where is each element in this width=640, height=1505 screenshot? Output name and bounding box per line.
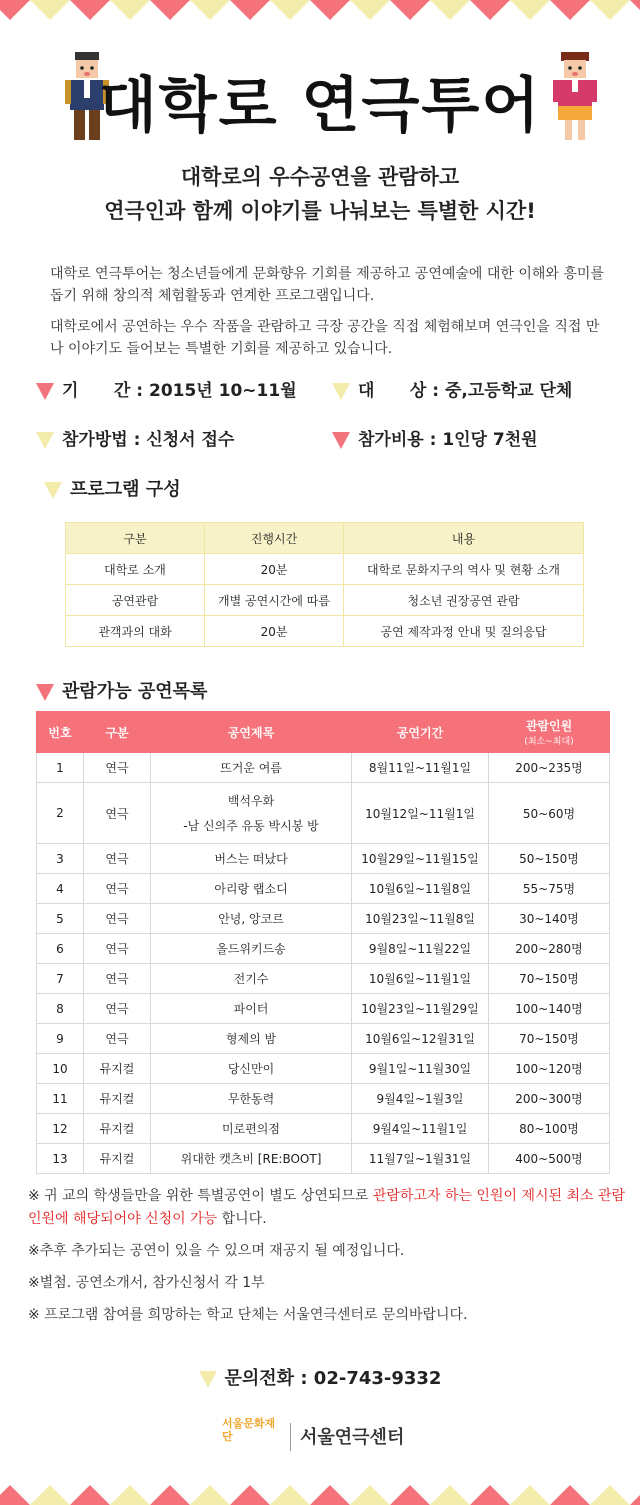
info-method [36, 425, 234, 450]
program-cell: 20분 [205, 554, 344, 585]
show-audience: 200~235명 [489, 753, 610, 783]
show-audience: 200~300명 [489, 1084, 610, 1114]
show-title: 위대한 캣츠비 [RE:BOOT] [151, 1144, 352, 1174]
zigzag-triangle [190, 0, 230, 20]
zigzag-triangle [270, 0, 310, 20]
seoul-theater-center-logo [222, 1417, 422, 1457]
subtitle [0, 160, 640, 228]
program-cell: 공연 제작과정 안내 및 질의응답 [344, 616, 584, 647]
zigzag-triangle [30, 0, 70, 20]
zigzag-triangle [310, 1485, 350, 1505]
shows-col-number: 번호 [37, 712, 84, 753]
show-row [37, 964, 610, 994]
zigzag-triangle [70, 1485, 110, 1505]
show-category: 연극 [84, 1024, 151, 1054]
program-heading-text: 프로그램 구성 [70, 479, 181, 500]
show-title: 당신만이 [151, 1054, 352, 1084]
show-title: 아리랑 랩소디 [151, 874, 352, 904]
shows-col-category: 구분 [84, 712, 151, 753]
info-period [36, 376, 297, 401]
zigzag-triangle [510, 0, 550, 20]
bottom-zigzag-border [0, 1483, 640, 1505]
zigzag-triangle [0, 0, 30, 20]
pink-triangle-icon [36, 684, 54, 701]
show-title: 파이터 [151, 994, 352, 1024]
show-audience: 70~150명 [489, 964, 610, 994]
show-category: 연극 [84, 874, 151, 904]
show-title: 안녕, 앙코르 [151, 904, 352, 934]
show-title: 형제의 밤 [151, 1024, 352, 1054]
page-title: 대학로 연극투어 [98, 71, 542, 141]
top-zigzag-border [0, 0, 640, 22]
show-period: 9월4일~1월3일 [352, 1084, 489, 1114]
program-col-time: 진행시간 [205, 523, 344, 554]
pink-triangle-icon [36, 383, 54, 400]
logo-divider [290, 1423, 291, 1451]
program-cell: 관객과의 대화 [66, 616, 205, 647]
program-table [65, 522, 584, 647]
show-number: 3 [37, 844, 84, 874]
zigzag-triangle [470, 0, 510, 20]
program-header-row [66, 523, 584, 554]
zigzag-triangle [230, 1485, 270, 1505]
show-row [37, 874, 610, 904]
note-2: ※추후 추가되는 공연이 있을 수 있으며 재공지 될 예정입니다. [28, 1243, 405, 1259]
info-method-text: 참가방법 : 신청서 접수 [62, 430, 235, 450]
show-row [37, 904, 610, 934]
show-category: 연극 [84, 783, 151, 844]
info-target-text: 대 상 : 중,고등학교 단체 [358, 381, 573, 401]
zigzag-triangle [390, 1485, 430, 1505]
show-category: 연극 [84, 904, 151, 934]
zigzag-triangle [430, 0, 470, 20]
show-row [37, 934, 610, 964]
show-title-main: 백석우화 [227, 794, 275, 808]
program-col-category: 구분 [66, 523, 205, 554]
note-1-text: ※ 귀 교의 학생들만을 위한 특별공연이 별도 상연되므로 [28, 1188, 373, 1204]
show-number: 11 [37, 1084, 84, 1114]
note-3: ※별첨. 공연소개서, 참가신청서 각 1부 [28, 1275, 265, 1291]
zigzag-triangle [310, 0, 350, 20]
info-fee [332, 425, 538, 450]
program-row [66, 585, 584, 616]
zigzag-triangle [350, 1485, 390, 1505]
show-row [37, 1024, 610, 1054]
show-audience: 55~75명 [489, 874, 610, 904]
show-period: 9월4일~11월1일 [352, 1114, 489, 1144]
zigzag-triangle [0, 1485, 30, 1505]
shows-col-period: 공연기간 [352, 712, 489, 753]
show-audience: 50~60명 [489, 783, 610, 844]
show-title: 뜨거운 여름 [151, 753, 352, 783]
show-period: 10월6일~11월1일 [352, 964, 489, 994]
show-row [37, 783, 610, 844]
yellow-triangle-icon [44, 482, 62, 499]
girl-character-icon [550, 50, 600, 145]
show-number: 9 [37, 1024, 84, 1054]
show-audience: 70~150명 [489, 1024, 610, 1054]
program-cell: 20분 [205, 616, 344, 647]
subtitle-line-1: 대학로의 우수공연을 관람하고 [180, 165, 460, 189]
show-period: 8월11일~11월1일 [352, 753, 489, 783]
shows-table [36, 711, 610, 1174]
program-row [66, 616, 584, 647]
zigzag-triangle [110, 0, 150, 20]
logo-text: 서울연극센터 [300, 1427, 405, 1448]
info-period-text: 기 간 : 2015년 10~11월 [62, 381, 297, 401]
yellow-triangle-icon [199, 1371, 217, 1388]
zigzag-triangle [150, 0, 190, 20]
show-number: 2 [37, 783, 84, 844]
show-category: 뮤지컬 [84, 1114, 151, 1144]
notes [28, 1185, 628, 1336]
zigzag-triangle [550, 0, 590, 20]
program-cell: 대학로 문화지구의 역사 및 현황 소개 [344, 554, 584, 585]
show-audience: 100~120명 [489, 1054, 610, 1084]
zigzag-triangle [590, 1485, 630, 1505]
zigzag-triangle [190, 1485, 230, 1505]
show-number: 4 [37, 874, 84, 904]
show-category: 뮤지컬 [84, 1054, 151, 1084]
show-row [37, 1114, 610, 1144]
show-period: 10월29일~11월15일 [352, 844, 489, 874]
zigzag-triangle [30, 1485, 70, 1505]
contact [0, 1364, 640, 1390]
shows-col-audience-label: 관람인원 [525, 719, 573, 733]
program-col-content: 내용 [344, 523, 584, 554]
show-title: 미로편의점 [151, 1114, 352, 1144]
program-cell: 청소년 권장공연 관람 [344, 585, 584, 616]
zigzag-triangle [550, 1485, 590, 1505]
show-category: 연극 [84, 964, 151, 994]
info-fee-text: 참가비용 : 1인당 7천원 [358, 430, 538, 450]
show-period: 11월7일~1월31일 [352, 1144, 489, 1174]
zigzag-triangle [630, 1485, 640, 1505]
program-cell: 개별 공연시간에 따름 [205, 585, 344, 616]
show-category: 뮤지컬 [84, 1084, 151, 1114]
program-cell: 대학로 소개 [66, 554, 205, 585]
show-number: 13 [37, 1144, 84, 1174]
zigzag-triangle [510, 1485, 550, 1505]
subtitle-line-2: 연극인과 함께 이야기를 나눠보는 특별한 시간! [104, 199, 536, 223]
show-category: 뮤지컬 [84, 1144, 151, 1174]
show-period: 10월6일~12월31일 [352, 1024, 489, 1054]
show-audience: 400~500명 [489, 1144, 610, 1174]
pink-triangle-icon [332, 432, 350, 449]
show-title: 올드위키드송 [151, 934, 352, 964]
show-period: 10월23일~11월29일 [352, 994, 489, 1024]
shows-col-audience-note: (최소~최대) [524, 737, 574, 747]
show-number: 12 [37, 1114, 84, 1144]
intro-paragraph-2: 대학로에서 공연하는 우수 작품을 관람하고 극장 공간을 직접 체험해보며 연극인을 직접 만나 이야기도 들어보는 특별한 기회를 제공하고 있습니다. [50, 319, 600, 357]
show-period: 10월6일~11월8일 [352, 874, 489, 904]
show-row [37, 844, 610, 874]
show-category: 연극 [84, 753, 151, 783]
zigzag-triangle [630, 0, 640, 20]
show-period: 10월23일~11월8일 [352, 904, 489, 934]
show-audience: 50~150명 [489, 844, 610, 874]
zigzag-triangle [230, 0, 270, 20]
show-row [37, 1144, 610, 1174]
shows-col-audience [489, 712, 610, 753]
note-1 [28, 1185, 628, 1231]
show-title-sub: -남 신의주 유동 박시봉 방 [183, 819, 319, 833]
shows-heading [36, 677, 207, 703]
show-row [37, 1054, 610, 1084]
show-audience: 200~280명 [489, 934, 610, 964]
show-title: 버스는 떠났다 [151, 844, 352, 874]
contact-text: 문의전화 : 02-743-9332 [224, 1368, 442, 1389]
seoul-foundation-logo-mark: 서울문화재단 [222, 1417, 276, 1443]
note-1-end: 합니다. [217, 1211, 267, 1227]
show-audience: 30~140명 [489, 904, 610, 934]
shows-col-title: 공연제목 [151, 712, 352, 753]
show-category: 연극 [84, 844, 151, 874]
show-number: 10 [37, 1054, 84, 1084]
shows-header-row [37, 712, 610, 753]
show-row [37, 753, 610, 783]
zigzag-triangle [150, 1485, 190, 1505]
show-category: 연극 [84, 994, 151, 1024]
show-title [151, 783, 352, 844]
show-number: 7 [37, 964, 84, 994]
note-1-highlight: 관람하고자 하는 인원이 제시된 최소 관람인원에 해당되어야 신청이 가능 [28, 1188, 626, 1227]
intro-paragraph-1: 대학로 연극투어는 청소년들에게 문화향유 기회를 제공하고 공연예술에 대한 이해와 흥미를 돕기 위해 창의적 체험활동과 연계한 프로그램입니다. [50, 266, 604, 304]
note-4: ※ 프로그램 참여를 희망하는 학교 단체는 서울연극센터로 문의바랍니다. [28, 1307, 468, 1323]
show-audience: 80~100명 [489, 1114, 610, 1144]
zigzag-triangle [590, 0, 630, 20]
title-area [0, 50, 640, 150]
yellow-triangle-icon [36, 432, 54, 449]
program-row [66, 554, 584, 585]
show-number: 8 [37, 994, 84, 1024]
zigzag-triangle [70, 0, 110, 20]
zigzag-triangle [350, 0, 390, 20]
program-cell: 공연관람 [66, 585, 205, 616]
show-title: 전기수 [151, 964, 352, 994]
show-audience: 100~140명 [489, 994, 610, 1024]
show-period: 9월8일~11월22일 [352, 934, 489, 964]
show-number: 6 [37, 934, 84, 964]
zigzag-triangle [270, 1485, 310, 1505]
yellow-triangle-icon [332, 383, 350, 400]
zigzag-triangle [430, 1485, 470, 1505]
show-category: 연극 [84, 934, 151, 964]
show-number: 1 [37, 753, 84, 783]
show-period: 10월12일~11월1일 [352, 783, 489, 844]
show-number: 5 [37, 904, 84, 934]
zigzag-triangle [110, 1485, 150, 1505]
show-row [37, 1084, 610, 1114]
info-target [332, 376, 572, 401]
show-title: 무한동력 [151, 1084, 352, 1114]
shows-heading-text: 관람가능 공연목록 [62, 681, 208, 702]
zigzag-triangle [470, 1485, 510, 1505]
show-row [37, 994, 610, 1024]
show-period: 9월1일~11월30일 [352, 1054, 489, 1084]
program-heading [44, 475, 181, 501]
zigzag-triangle [390, 0, 430, 20]
